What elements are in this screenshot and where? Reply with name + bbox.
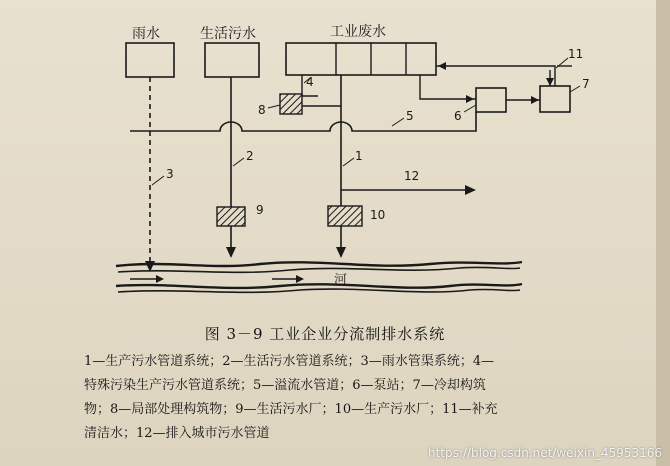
label-4: 4 [306,75,314,89]
arrow-right [466,95,474,103]
arrow-right [531,96,539,104]
river-bank-bottom [118,289,520,292]
arrow-right [465,185,476,195]
label-3: 3 [166,167,174,181]
legend-line: 1—生产污水管道系统；2—生活污水管道系统；3—雨水管渠系统；4— [84,354,495,369]
watermark: https://blog.csdn.net/weixin_45953166 [427,446,662,460]
arrow-left [438,62,446,70]
label-industrial: 工业废水 [330,24,386,40]
leader-3 [152,176,164,185]
river-bank-top [118,267,520,272]
local-treatment-8 [280,94,302,114]
rain-box [126,43,174,77]
industrial-plant-10 [328,206,362,226]
cooling-return-pipe [436,66,555,86]
river-bank-top [116,262,522,266]
arrow-down [226,247,236,258]
legend-line: 特殊污染生产污水管道系统；5—溢流水管道；6—泵站；7—冷却构筑 [84,378,486,393]
leader-2 [233,158,244,166]
label-12: 12 [404,169,420,183]
arrow-down [546,78,554,86]
label-9: 9 [256,203,264,217]
river-bank-bottom [116,284,522,288]
label-8: 8 [258,103,266,117]
legend-line: 清洁水；12—排入城市污水管道 [84,426,270,441]
domestic-box [205,43,259,77]
label-2: 2 [246,149,254,163]
leader-5 [392,118,404,126]
label-domestic: 生活污水 [200,26,256,42]
overflow-pipe-5 [130,112,476,131]
leader-8 [268,105,280,108]
label-11: 11 [568,47,584,61]
label-6: 6 [454,109,462,123]
cooling-structure-box [540,86,570,112]
leader-7 [570,86,580,92]
label-10: 10 [370,208,386,222]
legend-line: 物；8—局部处理构筑物；9—生活污水厂；10—生产污水厂；11—补充 [84,402,498,417]
label-rain: 雨水 [132,26,160,42]
label-7: 7 [582,77,590,91]
figure-caption: 图 3－9 工业企业分流制排水系统 [204,325,446,343]
leader-6 [464,105,476,112]
arrow-right [156,275,164,283]
label-5: 5 [406,109,414,123]
return-pipe [420,75,476,99]
figure-legend [84,350,604,446]
arrow-down [336,247,346,258]
industrial-box [286,43,436,75]
pump-station-box [476,88,506,112]
label-1: 1 [355,149,363,163]
leader-1 [343,158,354,166]
arrow-right [296,275,304,283]
domestic-plant-9 [217,207,245,226]
label-river: 河 [334,273,348,288]
